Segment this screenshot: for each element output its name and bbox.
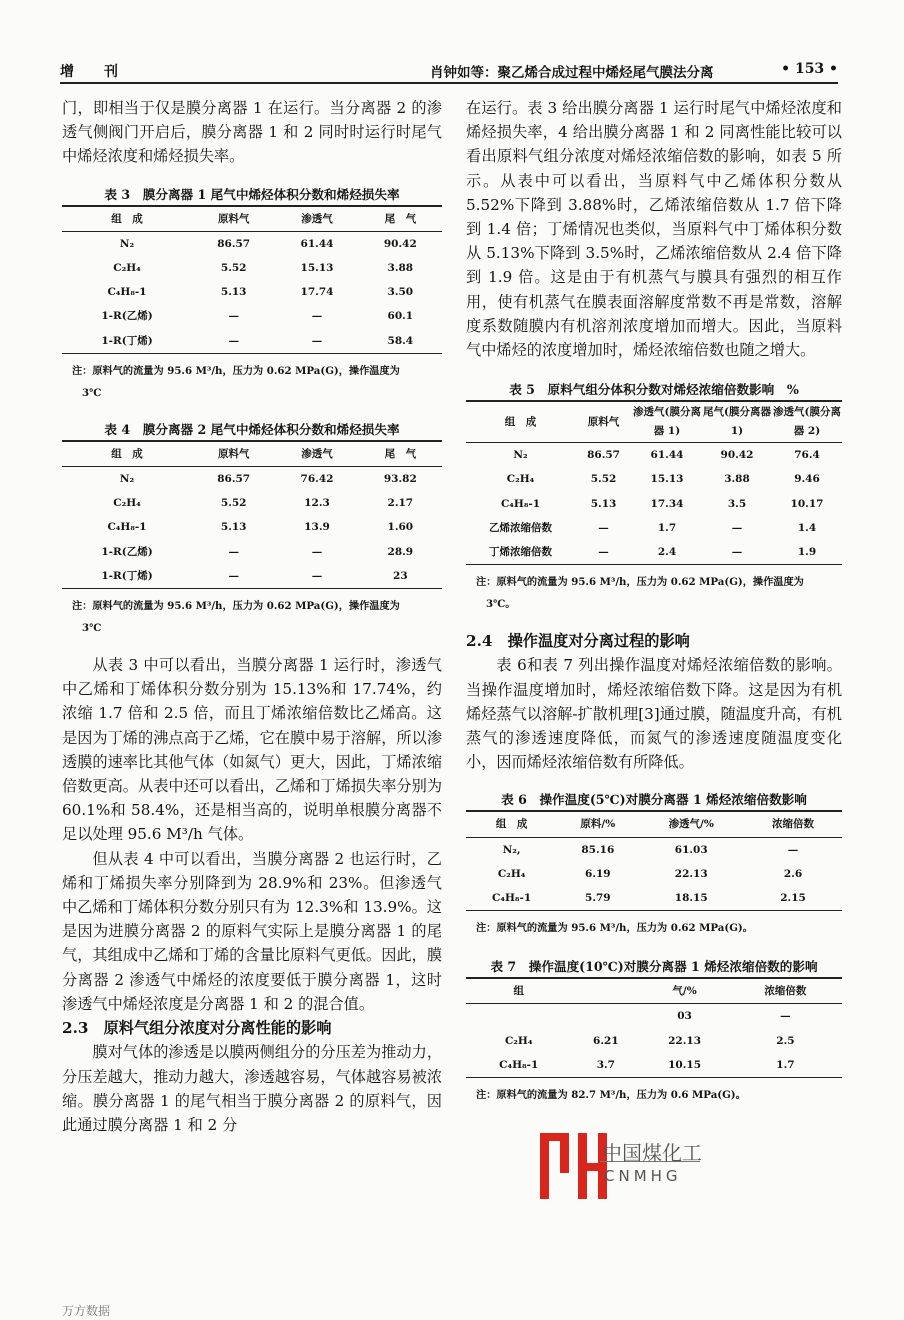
table-5	[466, 380, 842, 615]
table-cell: 3.88	[387, 262, 414, 275]
table-5-grid	[466, 400, 842, 565]
table-header-cell: 尾 气	[384, 447, 417, 460]
table-cell: 1-R(乙烯)	[101, 310, 153, 323]
table-header-cell	[571, 978, 640, 1004]
logo-text-en: CNMHG	[604, 1167, 682, 1185]
table-row	[62, 540, 442, 564]
table-cell	[571, 1004, 640, 1029]
table-cell: 1-R(丁烯)	[101, 569, 153, 582]
table-row	[62, 564, 442, 589]
table-cell: —	[228, 545, 239, 558]
paragraph: 膜对气体的渗透是以膜两侧组分的分压差为推动力，分压差越大，推动力越大，渗透越容易，气体越容易被浓缩。膜分离器 1 的尾气相当于膜分离器 2 的原料气，因此通过膜分离器 1 和 2 分	[62, 1043, 442, 1134]
table-row	[466, 540, 842, 565]
section-heading-2-3: 2.3 原料气组分浓度对分离性能的影响	[62, 1019, 332, 1038]
table-cell: 60.1	[387, 310, 414, 323]
table-cell: —	[787, 843, 799, 856]
table-cell: 2.17	[387, 497, 414, 510]
table-cell: 10.15	[668, 1058, 702, 1071]
table-cell: —	[311, 310, 323, 323]
table-cell: 5.52	[220, 262, 247, 275]
cnmhg-logo-icon	[540, 1133, 610, 1201]
logo-text-cn: 中国煤化工	[602, 1141, 702, 1165]
table-6-grid	[466, 810, 842, 911]
table-cell: 5.52	[590, 473, 617, 486]
left-column	[62, 96, 442, 1137]
paragraph-top-right: 在运行。表 3 给出膜分离器 1 运行时尾气中烯烃浓度和烯烃损失率，4 给出膜分离器 1 和 2 同离性能比较可以看出原料气组分浓度对烯烃浓缩倍数的影响，如表 5 所示。从表中可以看出，当原料气中乙烯体积分数从 5.52%下降到 3.88%时，乙烯浓缩倍数从 1.7 倍下降到 1.4 倍；丁烯情况也类似，当原料气中丁烯体积分数从 5.13%下降到 3.5%时，乙烯浓缩倍数从 2.4 倍下降到 1.9 倍。这是由于有机蒸气与膜具有强烈的相互作用，使有机蒸气在膜表面溶解度常数不再是常数，溶解度系数随膜内有机溶剂浓度增加而增大。因此，当原料气中烯烃的浓度增加时，烯烃浓缩倍数也随之增大。	[466, 99, 842, 360]
table-cell: 3.7	[596, 1058, 615, 1071]
table-cell: 76.4	[794, 449, 820, 462]
table-4-caption: 表 4 膜分离器 2 尾气中烯烃体积分数和烯烃损失率	[104, 421, 400, 437]
table-cell: 86.57	[587, 449, 620, 462]
table-header-cell: 渗透气	[301, 212, 333, 225]
table-row	[466, 516, 842, 540]
table-header-cell: 渗透气	[301, 447, 333, 460]
paragraph: 从表 3 中可以看出，当膜分离器 1 运行时，渗透气中乙烯和丁烯体积分数分别为 15.13%和 17.74%，约浓缩 1.7 倍和 2.5 倍，而且丁烯浓缩倍数比乙烯高。这是因为丁烯的沸点高于乙烯，它在膜中易于溶解，所以渗透膜的速率比其他气体（如氮气）更大，因此，丁烯浓缩倍数更高。从表中还可以看出，乙烯和丁烯损失率分别为 60.1%和 58.4%，还是相当高的，说明单根膜分离器不足以处理 95.6 M³/h 气体。	[62, 656, 442, 844]
header-title: 肖钟如等：聚乙烯合成过程中烯烃尾气膜法分离	[430, 65, 714, 81]
table-header-cell: 组 成	[504, 416, 537, 429]
table-cell: 17.34	[650, 497, 684, 510]
table-cell: 2.6	[783, 867, 803, 880]
table-cell: 86.57	[217, 473, 251, 486]
table-cell: 22.13	[674, 867, 708, 880]
table-note-line: 注：原料气的流量为 95.6 M³/h，压力为 0.62 MPa(G)，操作温度为	[72, 600, 400, 613]
paragraph-top-left: 门，即相当于仅是膜分离器 1 在运行。当分离器 2 的渗透气侧阀门开启后，膜分离器 1 和 2 同时时运行时尾气中烯烃浓度和烯烃损失率。	[62, 99, 442, 166]
table-cell: —	[598, 521, 609, 534]
table-cell: 03	[677, 1010, 692, 1023]
table-cell: N₂	[119, 473, 135, 486]
table-row	[62, 491, 442, 515]
table-cell: N₂	[513, 449, 528, 462]
table-note-line: 3℃	[82, 386, 102, 399]
table-cell: 1.7	[776, 1058, 795, 1071]
table-row	[466, 837, 842, 862]
table-header-cell: 原料气	[217, 212, 250, 225]
table-cell: 1-R(丁烯)	[101, 334, 153, 347]
table-row	[62, 329, 442, 354]
table-cell: 5.13	[220, 521, 247, 534]
table-cell: 5.13	[220, 286, 247, 299]
table-cell: 3.5	[727, 497, 747, 510]
table-row	[62, 280, 442, 304]
table-row	[62, 515, 442, 539]
table-cell: 3.88	[724, 473, 750, 486]
table-cell: C₄H₈-1	[107, 521, 147, 534]
table-header-cell: 浓缩倍数	[772, 818, 815, 831]
table-cell: 12.3	[304, 497, 330, 510]
table-5-note	[476, 571, 842, 615]
table-cell: —	[311, 569, 323, 582]
table-cell: 5.52	[220, 497, 247, 510]
table-cell: 28.9	[387, 545, 414, 558]
table-cell: 2.4	[657, 546, 677, 559]
table-4-grid	[62, 440, 442, 589]
table-row	[466, 492, 842, 516]
table-cell: 15.13	[650, 473, 684, 486]
table-header-cell: 渗透气(膜分离器 2)	[773, 406, 841, 438]
table-cell: 93.82	[383, 473, 417, 486]
table-4-note	[72, 595, 442, 639]
table-cell: 23	[393, 569, 408, 582]
table-header-cell: 组	[513, 985, 524, 998]
table-3	[62, 185, 442, 404]
watermark-logo	[540, 1133, 715, 1201]
table-cell: N₂	[119, 237, 135, 250]
table-cell	[466, 1004, 571, 1029]
table-7-note: 注：原料气的流量为 82.7 M³/h，压力为 0.6 MPa(G)。	[476, 1089, 746, 1102]
table-3-grid	[62, 205, 442, 354]
page-header	[60, 58, 838, 84]
table-6-caption: 表 6 操作温度(5℃)对膜分离器 1 烯烃浓缩倍数影响	[501, 792, 807, 808]
table-header-cell: 组 成	[111, 212, 143, 225]
table-6	[466, 790, 842, 939]
table-cell: 61.44	[300, 237, 334, 250]
table-row	[466, 467, 842, 491]
table-header-cell: 浓缩倍数	[764, 985, 807, 998]
table-row	[466, 862, 842, 886]
table-cell: —	[228, 310, 239, 323]
page-number: • 153 •	[781, 61, 838, 77]
table-cell: 90.42	[383, 237, 417, 250]
table-row	[62, 256, 442, 280]
table-cell: C₄H₈-1	[492, 892, 532, 905]
table-cell: 6.19	[585, 867, 611, 880]
table-cell: 17.74	[300, 286, 334, 299]
header-issue: 增 刊	[60, 64, 126, 80]
table-row	[466, 1053, 842, 1078]
table-header-cell: 组 成	[111, 447, 143, 460]
table-cell: C₄H₈-1	[499, 1058, 539, 1071]
table-cell: 90.42	[720, 449, 754, 462]
table-cell: C₂H₄	[113, 262, 141, 275]
table-cell: 6.21	[593, 1034, 619, 1047]
table-row	[62, 467, 442, 492]
table-cell: —	[598, 546, 609, 559]
table-cell: 1.4	[797, 521, 817, 534]
table-7-grid	[466, 977, 842, 1078]
table-note-line: 注：原料气的流量为 95.6 M³/h，压力为 0.62 MPa(G)，操作温度为	[476, 576, 804, 589]
table-cell: 61.44	[650, 449, 684, 462]
table-row	[62, 304, 442, 328]
table-cell: 76.42	[300, 473, 334, 486]
table-note-line: 注：原料气的流量为 95.6 M³/h，压力为 0.62 MPa(G)，操作温度为	[72, 364, 400, 377]
paragraph: 但从表 4 中可以看出，当膜分离器 2 也运行时，乙烯和丁烯损失率分别降到为 28.9%和 23%。但渗透气中乙烯和丁烯体积分数分别只有为 12.3%和 13.9%。这是因为进膜分离器 2 的原料气实际上是膜分离器 1 的尾气，其组成中乙烯和丁烯的含量比原料气更低。因此，膜分离器 2 渗透气中烯烃的浓度要低于膜分离器 1，这时渗透气中烯烃浓度是分离器 1 和 2 的混合值。	[62, 849, 442, 1013]
table-cell: 9.46	[794, 473, 820, 486]
table-cell: 86.57	[217, 237, 251, 250]
table-row	[466, 1029, 842, 1053]
table-cell: 58.4	[387, 334, 414, 347]
table-header-cell: 渗透气/%	[668, 818, 714, 831]
right-body-text	[466, 629, 842, 774]
table-cell: C₂H₄	[113, 497, 141, 510]
table-7	[466, 957, 842, 1106]
table-cell: 2.5	[776, 1034, 795, 1047]
table-cell: 61.03	[674, 843, 708, 856]
table-cell: 乙烯浓缩倍数	[489, 521, 553, 534]
table-cell: —	[731, 546, 743, 559]
table-cell: 15.13	[300, 262, 334, 275]
corner-watermark: 万方数据	[62, 1304, 111, 1318]
table-header-cell: 气/%	[672, 985, 697, 998]
table-cell: 5.79	[585, 892, 611, 905]
table-cell: 13.9	[304, 521, 330, 534]
table-cell: —	[228, 569, 239, 582]
table-cell: 2.15	[780, 892, 806, 905]
table-cell: —	[228, 334, 239, 347]
table-7-caption: 表 7 操作温度(10℃)对膜分离器 1 烯烃浓缩倍数的影响	[490, 959, 818, 975]
table-cell: 3.50	[387, 286, 414, 299]
table-row	[466, 886, 842, 911]
table-note-line: 3℃。	[486, 598, 516, 611]
table-cell: 18.15	[674, 892, 708, 905]
table-cell: 1.7	[657, 521, 677, 534]
table-cell: N₂,	[502, 843, 521, 856]
table-3-note	[72, 360, 442, 404]
section-heading-2-4: 2.4 操作温度对分离过程的影响	[466, 632, 690, 651]
table-row	[466, 443, 842, 468]
table-header-cell: 尾气(膜分离器 1)	[703, 406, 771, 438]
table-4	[62, 420, 442, 639]
table-6-note: 注：原料气的流量为 95.6 M³/h，压力为 0.62 MPa(G)。	[476, 922, 753, 935]
table-header-cell: 组 成	[495, 818, 528, 831]
table-cell: —	[780, 1010, 791, 1023]
table-cell: C₂H₄	[506, 473, 535, 486]
table-row	[466, 1004, 842, 1029]
table-header-cell: 原料气	[217, 447, 250, 460]
table-cell: C₂H₄	[497, 867, 526, 880]
table-cell: 22.13	[668, 1034, 702, 1047]
table-cell: C₂H₄	[504, 1034, 533, 1047]
table-row	[62, 231, 442, 256]
table-cell: C₄H₈-1	[500, 497, 541, 510]
right-column	[466, 96, 842, 1106]
table-cell: —	[731, 521, 743, 534]
table-cell: —	[311, 334, 323, 347]
paragraph: 表 6和表 7 列出操作温度对烯烃浓缩倍数的影响。当操作温度增加时，烯烃浓缩倍数下降。这是因为有机烯烃蒸气以溶解-扩散机理[3]通过膜，随温度升高，有机蒸气的渗透速度降低，而氮气的渗透速度随温度变化小，因而烯烃浓缩倍数有所降低。	[466, 656, 842, 772]
table-header-cell: 原料/%	[580, 818, 616, 831]
table-cell: 丁烯浓缩倍数	[489, 546, 553, 559]
table-cell: C₄H₈-1	[107, 286, 147, 299]
table-cell: 10.17	[790, 497, 824, 510]
left-body-text	[62, 653, 442, 1137]
table-cell: 1.9	[797, 546, 817, 559]
table-cell: 1.60	[387, 521, 414, 534]
table-header-cell: 渗透气(膜分离器 1)	[633, 406, 701, 438]
table-3-caption: 表 3 膜分离器 1 尾气中烯烃体积分数和烯烃损失率	[104, 186, 400, 202]
table-note-line: 3℃	[82, 622, 102, 635]
table-cell: 85.16	[581, 843, 615, 856]
table-5-caption: 表 5 原料气组分体积分数对烯烃浓缩倍数影响 %	[509, 382, 799, 398]
table-cell: —	[311, 545, 323, 558]
table-cell: 5.13	[590, 497, 617, 510]
table-header-cell: 原料气	[587, 416, 620, 429]
table-header-cell: 尾 气	[384, 212, 417, 225]
table-cell: 1-R(乙烯)	[101, 545, 153, 558]
